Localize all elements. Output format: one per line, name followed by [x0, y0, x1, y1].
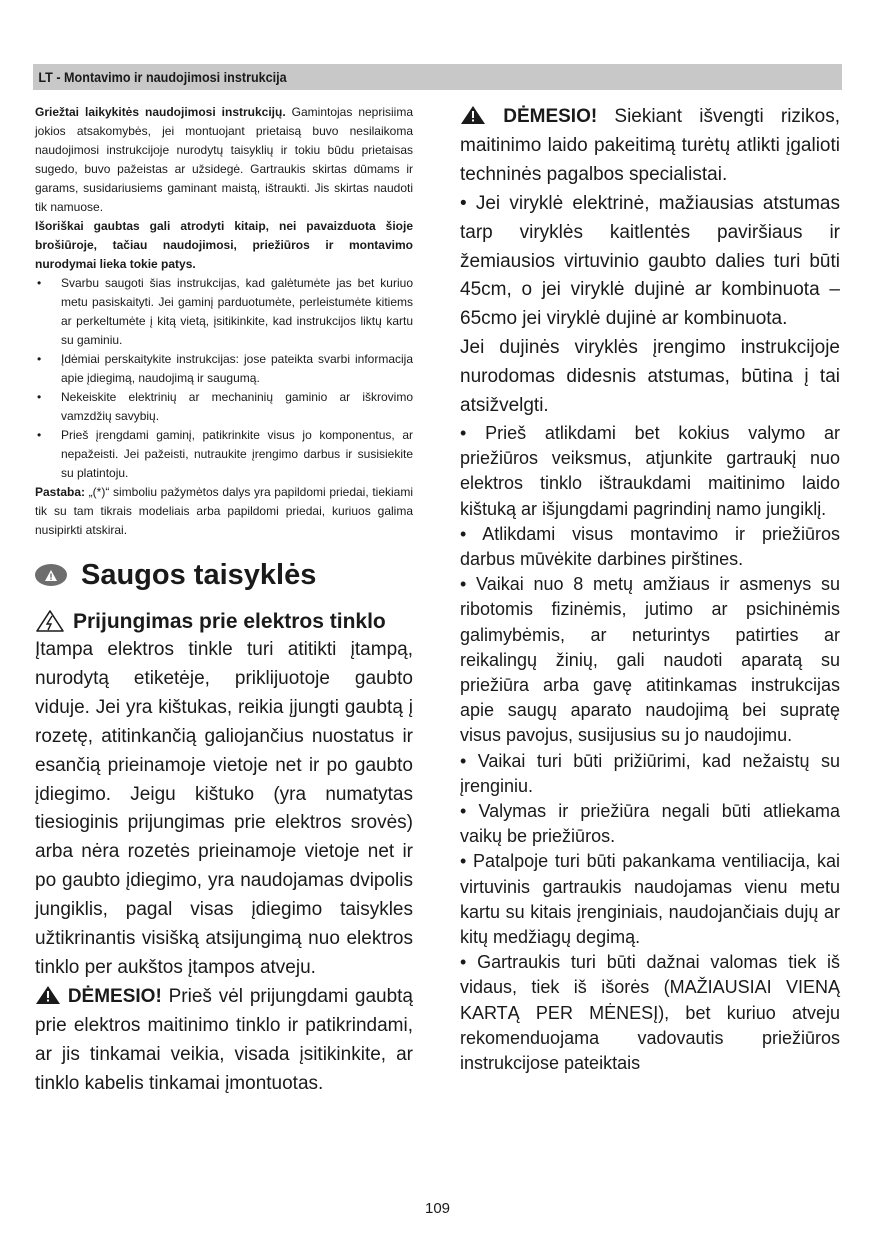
distance-paragraph: • Jei viryklė elektrinė, mažiausias atstumas tarp viryklės kaitlentės paviršiaus ir žemiausios virtuvinio gaubto dalies turi būti 45cm, o jei viryklė dujinė ar kombinuota – 65cmo jei viryklė dujinė ar kombinuota. — [460, 192, 840, 330]
warning-label: DĖMESIO! — [503, 106, 598, 127]
electrical-warning — [35, 983, 413, 1099]
gas-paragraph: Jei dujinės viryklės įrengimo instrukcijoje nurodomas didesnis atstumas, būtina į tai atsižvelgti. — [460, 337, 840, 417]
warning-text: Prieš vėl prijungdami gaubtą prie elektros maitinimo tinklo ir patikrindami, ar jis tinkamai veikia, visada įsitikinkite, ar tinklo kabelis tinkamai įmontuotas. — [35, 985, 413, 1094]
electrical-subtitle: Prijungimas prie elektros tinklo — [73, 610, 386, 633]
intro-bullets — [35, 274, 413, 483]
intro-lead-bold: Griežtai laikykitės naudojimosi instrukcijų. — [35, 105, 286, 119]
list-item: • Vaikai turi būti prižiūrimi, kad nežaistų su įrenginiu. — [460, 750, 840, 796]
list-item: • Vaikai nuo 8 metų amžiaus ir asmenys su ribotomis fizinėmis, jutimo ar psichinėmis galimybėmis, ar neturintys patirties ar reikalingų žinių, gali naudoti aparatą su priežiūra arba gavę atitinkamas instrukcijas apie saugų aparato naudojimą bei supratę visus pavojus, susijusius su jo naudojimu. — [460, 574, 840, 746]
intro-lead — [35, 103, 413, 217]
list-item: • Patalpoje turi būti pakankama ventiliacija, kai virtuvinis gartraukis naudojamas vienu metu kartu su kitais įrenginiais, naudojančiais dujų ar kitų medžiagų degimą. — [460, 851, 840, 948]
note-label: Pastaba: — [35, 485, 86, 499]
right-medium-section — [460, 421, 840, 1076]
electrical-subsection-title — [35, 608, 413, 636]
header-title: LT - Montavimo ir naudojimosi instrukcija — [38, 69, 287, 85]
right-large-section — [460, 103, 840, 421]
list-item: • Valymas ir priežiūra negali būti atliekama vaikų be priežiūros. — [460, 801, 840, 847]
list-item: • Svarbu saugoti šias instrukcijas, kad galėtumėte jas bet kuriuo metu pasiskaityti. Jei gaminį parduotumėte, perleistumėte kitiems ar perkeltumėte į kitą vietą, įsitikinkite, kad instrukcijos liktų kartu su gaminiu. — [61, 274, 413, 350]
warning-outline-icon — [35, 609, 65, 635]
list-item: • Įdėmiai perskaitykite instrukcijas: jose pateikta svarbi informacija apie įdiegimą, naudojimą ir saugumą. — [61, 350, 413, 388]
intro-lead-rest: Gamintojas neprisiima jokios atsakomybės, jei montuojant prietaisą buvo nesilaikoma naudojimosi instrukcijoje nurodytų taisyklių ir tokiu būdu prietaisas sugedo, buvo pažeistas ar užsidegė. Gartraukis skirtas dūmams ir garams, susidariusiems gaminant maistą, ištraukti. Jis skirtas naudoti tik namuose. — [35, 105, 413, 214]
page-number: 109 — [424, 1200, 451, 1217]
warning-text: Siekiant išvengti rizikos, maitinimo laido pakeitimą turėtų atlikti įgalioti techninės pagalbos specialistai. — [460, 106, 841, 185]
warning-circle-icon — [35, 564, 67, 586]
list-item: • Nekeiskite elektrinių ar mechaninių gaminio ar iškrovimo vamzdžių savybių. — [61, 388, 413, 426]
warning-icon — [460, 106, 486, 127]
right-column — [460, 103, 840, 1076]
safety-title: Saugos taisyklės — [81, 558, 317, 591]
header-bar — [33, 64, 842, 90]
warning-label: DĖMESIO! — [67, 985, 162, 1007]
intro-bold-note: Išoriškai gaubtas gali atrodyti kitaip, nei pavaizduota šioje brošiūroje, tačiau naudojimosi, priežiūros ir montavimo nurodymai lieka tokie patys. — [35, 219, 413, 271]
list-item: • Prieš atlikdami bet kokius valymo ar priežiūros veiksmus, atjunkite gartraukį nuo elektros tinklo ištraukdami maitinimo laido kištuką ar išjungdami pagrindinį namo jungiklį. — [460, 422, 840, 519]
electrical-paragraph: Įtampa elektros tinkle turi atitikti įtampą, nurodytą etiketėje, priklijuotoje gaubto viduje. Jei yra kištukas, reikia įjungti gaubtą į rozetę, atitinkančią galiojančius nuostatus ir esančią prieinamoje vietoje net ir po gaubto įdiegimo. Jeigu kištuko (yra numatytas tiesioginis prijungimas prie elektros srovės) arba nėra rozetės prieinamoje vietoje net ir po gaubto įdiegimo, yra naudojamas dvipolis jungiklis, pagal visas įdiegimo taisykles užtikrinantis visišką atsijungimą nuo elektros tinklo per aukštos įtampos atveju. — [35, 639, 413, 978]
right-warning — [460, 103, 840, 190]
list-item: • Atlikdami visus montavimo ir priežiūros darbus mūvėkite darbines pirštines. — [460, 523, 840, 569]
list-item: • Prieš įrengdami gaminį, patikrinkite visus jo komponentus, ar nepažeisti. Jei pažeisti, nutraukite įrengimo darbus ir susisiekite su platintoju. — [61, 426, 413, 483]
electrical-section — [35, 636, 413, 1099]
intro-note — [35, 483, 413, 540]
warning-icon — [35, 986, 61, 1007]
note-text: „(*)“ simboliu pažymėtos dalys yra papildomi priedai, tiekiami tik su tam tikrais modeliais arba papildomi priedai, kuriuos galima nusipirkti atskirai. — [35, 485, 413, 537]
list-item: • Gartraukis turi būti dažnai valomas tiek iš vidaus, tiek iš išorės (MAŽIAUSIAI VIENĄ KARTĄ PER MĖNESĮ), bet kuriuo atveju rekomenduojama vadovautis priežiūros instrukcijose pateiktais — [460, 952, 840, 1074]
left-column — [35, 103, 413, 1099]
safety-section-title — [35, 556, 413, 594]
intro-section — [35, 103, 413, 540]
